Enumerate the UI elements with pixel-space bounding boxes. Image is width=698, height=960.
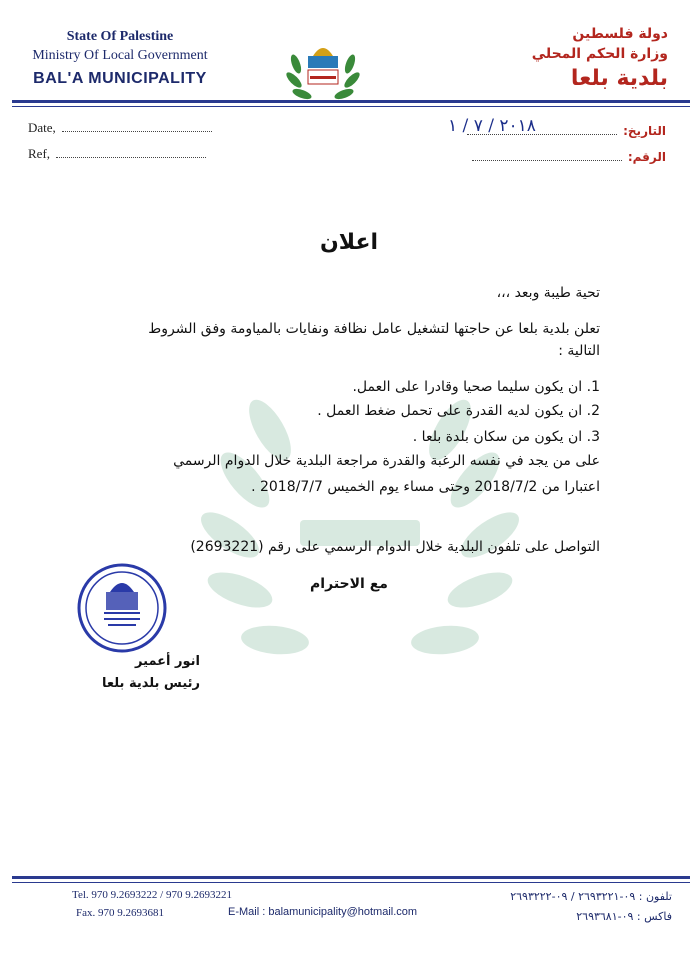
footer-phone-en: Tel. 970 9.2693222 / 970 9.2693221 xyxy=(72,889,232,901)
municipality-name-ar: بلدية بلعا xyxy=(570,66,668,91)
header-divider-thin xyxy=(12,106,690,107)
footer-phone-ar: تلفون : ٠٩-٢٦٩٣٢٢١ / ٠٩-٢٦٩٣٢٢٢ xyxy=(510,890,672,903)
ministry-name-ar: وزارة الحكم المحلي xyxy=(531,46,668,62)
ref-label-ar: الرقم: xyxy=(627,150,666,164)
footer-email: E-Mail : balamunicipality@hotmail.com xyxy=(228,906,418,918)
condition-1: 1. ان يكون سليما صحيا وقادرا على العمل. xyxy=(352,379,600,395)
ref-field-ar xyxy=(472,150,666,164)
condition-2: 2. ان يكون لديه القدرة على تحمل ضغط العمل . xyxy=(317,403,600,419)
apply-line-2: اعتبارا من 2018/7/2 وحتى مساء يوم الخميس 2018/7/7 . xyxy=(251,479,600,495)
date-field-en xyxy=(28,120,212,136)
signatory-name: انور أعمير xyxy=(135,654,200,669)
date-label-ar: التاريخ: xyxy=(623,124,666,138)
date-label-en: Date, xyxy=(28,120,56,135)
condition-3: 3. ان يكون من سكان بلدة بلعا . xyxy=(412,429,600,445)
footer-fax-en: Fax. 970 9.2693681 xyxy=(76,907,164,919)
apply-line-1: على من يجد في نفسه الرغبة والقدرة مراجعة البلدية خلال الدوام الرسمي xyxy=(173,453,600,469)
intro-line-2: التالية : xyxy=(558,343,600,359)
header-english xyxy=(20,28,220,92)
footer-divider xyxy=(12,876,690,879)
state-name-ar: دولة فلسطين xyxy=(572,26,668,42)
signatory-title: رئيس بلدية بلعا xyxy=(102,676,200,691)
intro-line-1: تعلن بلدية بلعا عن حاجتها لتشغيل عامل نظافة ونفايات بالمياومة وفق الشروط xyxy=(148,321,600,337)
ref-field-en xyxy=(28,146,206,162)
footer-fax-ar: فاكس : ٠٩-٢٦٩٣٦٨١ xyxy=(576,910,672,923)
ref-label-en: Ref, xyxy=(28,146,51,161)
contact-line: التواصل على تلفون البلدية خلال الدوام الرسمي على رقم (2693221) xyxy=(190,539,600,555)
header-arabic xyxy=(468,24,668,94)
official-stamp-icon xyxy=(76,562,168,654)
ministry-name: Ministry Of Local Government xyxy=(32,48,208,63)
announcement-title: اعلان xyxy=(319,230,379,255)
municipality-logo-icon xyxy=(286,34,360,106)
footer-divider-thin xyxy=(12,882,690,883)
header-divider xyxy=(12,100,690,103)
municipality-name: BAL'A MUNICIPALITY xyxy=(33,70,207,87)
greeting: تحية طيبة وبعد ،،، xyxy=(496,285,600,301)
closing-regards: مع الاحترام xyxy=(310,576,388,592)
handwritten-date: ٢٠١٨ / ٧ / ١ xyxy=(448,116,536,136)
state-name: State Of Palestine xyxy=(66,29,174,44)
